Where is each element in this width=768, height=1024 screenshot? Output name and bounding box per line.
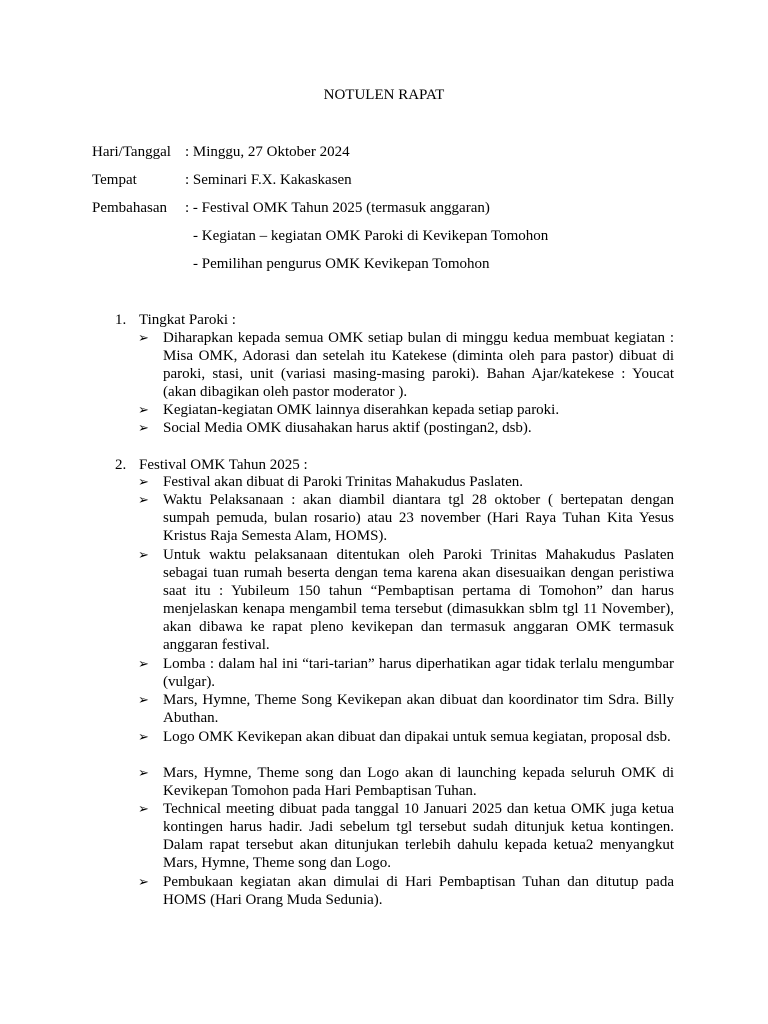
list-item (138, 764, 674, 800)
section-title: Festival OMK Tahun 2025 : (139, 457, 308, 473)
list-item (138, 655, 674, 691)
arrow-bullet-icon: ➢ (138, 729, 149, 744)
meta-date-row (92, 143, 350, 161)
list-item-text: Untuk waktu pelaksanaan ditentukan oleh Paroki Trinitas Mahakudus Paslaten sebagai tuan rumah beserta dengan tema karena akan disesuaikan dengan peristiwa saat itu : Yubileum 150 tahun “Pembaptisan pertama di Tomohon” dan harus menjelaskan kenapa mengambil tema tersebut (dimasukkan sblm tgl 11 November), akan dibawa ke rapat pleno kevikepan dan termasuk anggaran OMK termasuk anggaran festival. (163, 547, 674, 653)
arrow-bullet-icon: ➢ (138, 656, 149, 671)
arrow-bullet-icon: ➢ (138, 547, 149, 562)
meta-topic-3: - Pemilihan pengurus OMK Kevikepan Tomohon (193, 256, 490, 272)
section-number: 1. (115, 312, 127, 328)
meta-topic-value: : - Festival OMK Tahun 2025 (termasuk anggaran) (185, 200, 490, 216)
section-title: Tingkat Paroki : (139, 312, 236, 328)
meta-place-label: Tempat (92, 172, 137, 188)
list-item-text: Social Media OMK diusahakan harus aktif (postingan2, dsb). (163, 420, 532, 436)
list-item (138, 491, 674, 545)
list-item-text: Festival akan dibuat di Paroki Trinitas Mahakudus Paslaten. (163, 474, 523, 490)
list-item-text: Technical meeting dibuat pada tanggal 10 Januari 2025 dan ketua OMK juga ketua kontingen harus hadir. Jadi sebelum tgl tersebut sudah ditunjuk ketua kontingen. Dalam rapat tersebut akan ditunjukan terlebih dahulu kepada ketua2 menyangkut Mars, Hymne, Theme song dan Logo. (163, 801, 674, 871)
list-item-text: Logo OMK Kevikepan akan dibuat dan dipakai untuk semua kegiatan, proposal dsb. (163, 729, 671, 745)
meta-place-row (92, 171, 352, 189)
list-item (138, 419, 674, 437)
list-item (138, 873, 674, 909)
list-item (138, 691, 674, 727)
arrow-bullet-icon: ➢ (138, 402, 149, 417)
list-item (138, 329, 674, 401)
meta-topic-row (92, 199, 490, 217)
arrow-bullet-icon: ➢ (138, 874, 149, 889)
arrow-bullet-icon: ➢ (138, 692, 149, 707)
section-number: 2. (115, 457, 127, 473)
meta-topic-2: - Kegiatan – kegiatan OMK Paroki di Kevikepan Tomohon (193, 228, 549, 244)
list-item (138, 401, 674, 419)
arrow-bullet-icon: ➢ (138, 765, 149, 780)
list-item-text: Mars, Hymne, Theme Song Kevikepan akan dibuat dan koordinator tim Sdra. Billy Abuthan. (163, 692, 674, 726)
meta-place-value: : Seminari F.X. Kakaskasen (185, 172, 352, 188)
meta-topic-label: Pembahasan (92, 200, 167, 216)
arrow-bullet-icon: ➢ (138, 801, 149, 816)
list-item (138, 473, 674, 491)
list-item (138, 728, 674, 746)
list-item (138, 800, 674, 872)
arrow-bullet-icon: ➢ (138, 420, 149, 435)
section-heading (115, 311, 236, 329)
list-item-text: Lomba : dalam hal ini “tari-tarian” harus diperhatikan agar tidak terlalu mengumbar (vulgar). (163, 656, 674, 690)
list-item-text: Diharapkan kepada semua OMK setiap bulan di minggu kedua membuat kegiatan : Misa OMK, Adorasi dan setelah itu Katekese (diminta oleh para pastor) dibuat di paroki, stasi, unit (variasi masing-masing paroki). Bahan Ajar/katekese : Youcat (akan dibagikan oleh pastor moderator ). (163, 330, 674, 400)
arrow-bullet-icon: ➢ (138, 330, 149, 345)
list-item-text: Mars, Hymne, Theme song dan Logo akan di launching kepada seluruh OMK di Kevikepan Tomohon pada Hari Pembaptisan Tuhan. (163, 765, 674, 799)
meta-date-label: Hari/Tanggal (92, 144, 171, 160)
arrow-bullet-icon: ➢ (138, 492, 149, 507)
list-item-text: Kegiatan-kegiatan OMK lainnya diserahkan kepada setiap paroki. (163, 402, 560, 418)
list-item (138, 546, 674, 654)
meta-date-value: : Minggu, 27 Oktober 2024 (185, 144, 350, 160)
section-heading (115, 456, 308, 474)
arrow-bullet-icon: ➢ (138, 474, 149, 489)
list-item-text: Waktu Pelaksanaan : akan diambil diantara tgl 28 oktober ( bertepatan dengan sumpah pemuda, bulan rosario) atau 23 november (Hari Raya Tuhan Kita Yesus Kristus Raja Semesta Alam, HOMS). (163, 492, 674, 544)
document-title: NOTULEN RAPAT (323, 87, 445, 103)
list-item-text: Pembukaan kegiatan akan dimulai di Hari Pembaptisan Tuhan dan ditutup pada HOMS (Hari Orang Muda Sedunia). (163, 874, 674, 908)
